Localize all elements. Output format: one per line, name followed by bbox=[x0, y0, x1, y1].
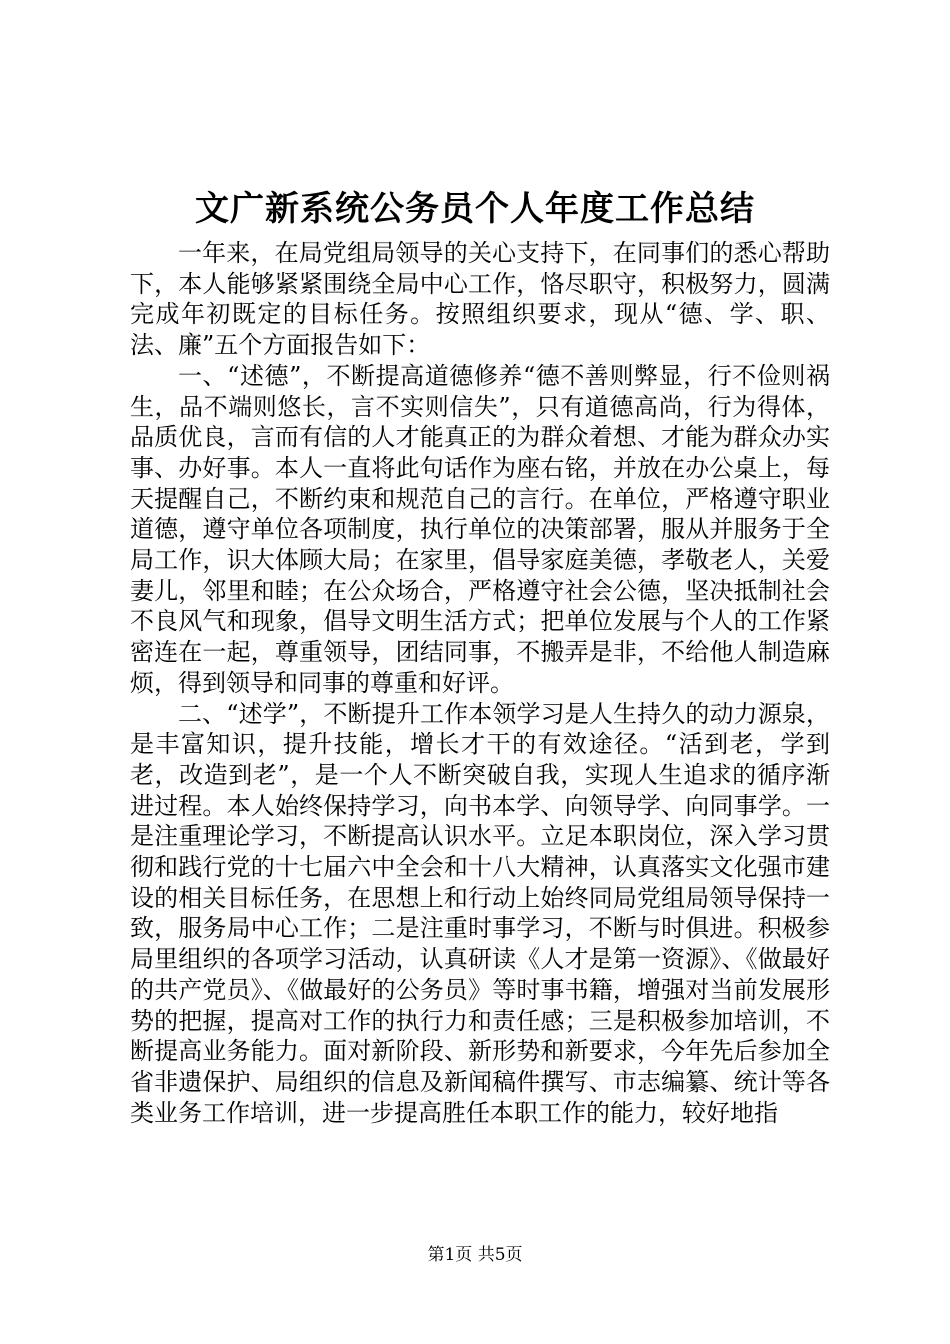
document-body bbox=[130, 238, 830, 1128]
document-title: 文广新系统公务员个人年度工作总结 bbox=[195, 189, 755, 229]
page-number-footer: 第1页 共5页 bbox=[427, 1245, 523, 1265]
paragraph-intro: 一年来，在局党组局领导的关心支持下，在同事们的悉心帮助下，本人能够紧紧围绕全局中心工作，恪尽职守，积极努力，圆满完成年初既定的目标任务。按照组织要求，现从“德、学、职、法、廉”五个方面报告如下： bbox=[130, 239, 830, 360]
paragraph-learning: 二、“述学”，不断提升工作本领学习是人生持久的动力源泉，是丰富知识，提升技能，增长才干的有效途径。“活到老，学到老，改造到老”，是一个人不断突破自我，实现人生追求的循序渐进过程。本人始终保持学习，向书本学、向领导学、向同事学。一是注重理论学习，不断提高认识水平。立足本职岗位，深入学习贯彻和践行党的十七届六中全会和十八大精神，认真落实文化强市建设的相关目标任务，在思想上和行动上始终同局党组局领导保持一致，服务局中心工作；二是注重时事学习，不断与时俱进。积极参局里组织的各项学习活动，认真研读《人才是第一资源》、《做最好的共产党员》、《做最好的公务员》等时事书籍，增强对当前发展形势的把握，提高对工作的执行力和责任感；三是积极参加培训，不断提高业务能力。面对新阶段、新形势和新要求，今年先后参加全省非遗保护、局组织的信息及新闻稿件撰写、市志编纂、统计等各类业务工作培训，进一步提高胜任本职工作的能力，较好地指 bbox=[130, 699, 830, 1127]
paragraph-morality: 一、“述德”，不断提高道德修养“德不善则弊显，行不俭则祸生，品不端则悠长，言不实则信失”，只有道德高尚，行为得体，品质优良，言而有信的人才能真正的为群众着想、才能为群众办实事、办好事。本人一直将此句话作为座右铭，并放在办公桌上，每天提醒自己，不断约束和规范自己的言行。在单位，严格遵守职业道德，遵守单位各项制度，执行单位的决策部署，服从并服务于全局工作，识大体顾大局；在家里，倡导家庭美德，孝敬老人，关爱妻儿，邻里和睦；在公众场合，严格遵守社会公德，坚决抵制社会不良风气和现象，倡导文明生活方式；把单位发展与个人的工作紧密连在一起，尊重领导，团结同事，不搬弄是非，不给他人制造麻烦，得到领导和同事的尊重和好评。 bbox=[130, 361, 830, 697]
